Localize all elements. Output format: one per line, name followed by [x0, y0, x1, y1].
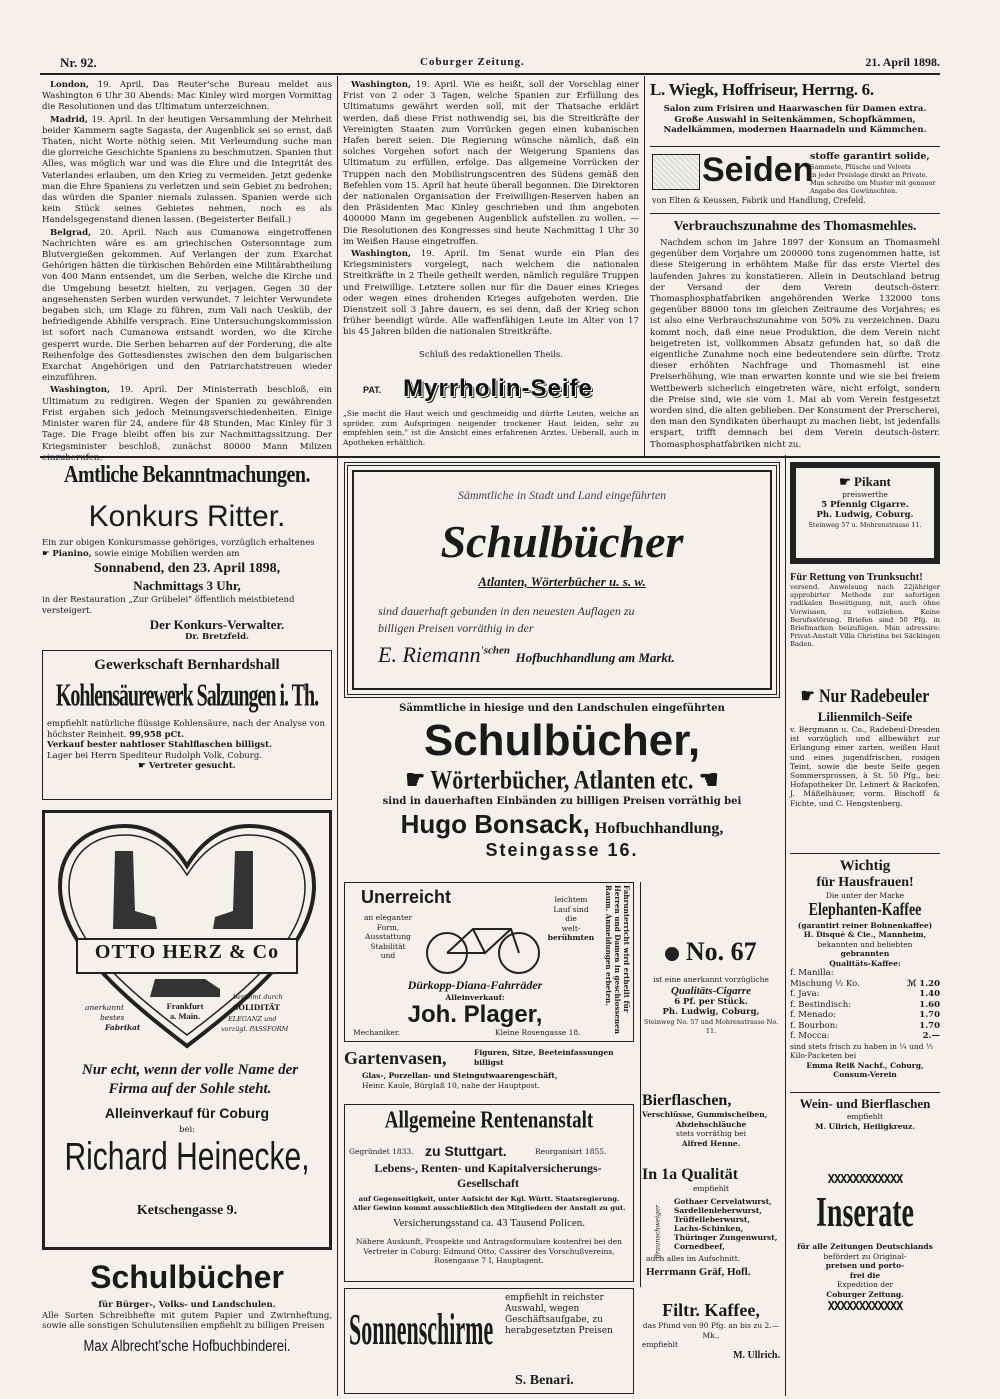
gartenvasen-ad: [344, 1048, 634, 1098]
price-row: f. Manilla:: [790, 968, 834, 978]
riemann-ad: [344, 462, 780, 698]
trunksucht-ad: [790, 572, 940, 682]
unerreicht-foot-left: Mechaniker.: [353, 1028, 400, 1037]
albrecht-line1: für Bürger-, Volks- und Landschulen.: [98, 1300, 276, 1310]
unerreicht-title: Unerreicht: [361, 887, 452, 907]
price-row: f. Bourbon: 1.70: [790, 1020, 940, 1031]
news-column-1: London, 19. April. Das Reuter'sche Bureau meldet aus Washington 6 Uhr 30 Abends: Mac Kinley wird morgen Vormittag die Resolutionen und das Ultimatum unterzeichnen. Madrid, 19. April. In der heutigen Versammlung der Mehrheit beider Kammern sagte Sagasta, der Augenblick sei so ernst, daß Thaten, nicht Worte nöthig seien. Mit Verleumdung suche man die glorreiche Geschichte Spaniens zu beschmutzen. Spanien thut Alles, was möglich war und was die Ehre und die Integrität des Vaterlandes erlauben, um den Krieg zu vermeiden. Jetzt gedenke man die Ehre Spaniens zu verletzen und sein Gebiet zu bedrohen; das würden die Spanier niemals zulassen. Spanien werde sich kein Stück seines Gebietes nehmen, noch es als Handelsgegenstand dienen lassen. (Begeisterter Beifall.) Belgrad, 20. April. Nach aus Cumanowa eingetroffenen Nachrichten wäre es am griechischen Ostersonntage zum Blutvergießen gekommen. Auf Verlangen der zum Exarchat Gehörigen hätten die türkischen Behörden eine Militärabtheilung von 400 Mann entsendet, um die Serben, welche die Kirche und die Umgebung besetzt hielten, zu verjagen. Gegen 30 der angesehensten Serben wurden verwundet. 7 leichter Verwundete begaben sich, um Klage zu führen, zum Vali nach Uesküb, der befriedigende Abhilfe versprach. Eine Untersuchungskommission ist sofort nach Cumanowa entsandt worden, wo die Kirche gesperrt wurde. Die Serben beharren auf der Forderung, die alte Reihenfolge des Gottesdienstes zwischen den dem bulgarischen Exarchat Angehörigen und den Patriarchatstreuen wieder einzuführen. Washington, 19. April. Der Ministerrath beschloß, ein Ultimatum zu redigiren. Wegen der Spanien zu gewährenden Frist ergaben sich jedoch Meinungsverschiedenheiten. Einige Minister waren für 24, andere für 48 Stunden, Mac Kinley für 3 Tage. Die Frage bleibt offen bis zur Nachmittagssitzung. Der Kriegsminister beschloß, zunächst 80000 Mann Milizen: [42, 80, 332, 452]
radebeuler-t2: Lilienmilch-Seife: [817, 709, 913, 724]
bonsack-street: Steingasse 16.: [485, 840, 639, 860]
konkurs-line2: ☛ Pianino, sowie einige Mobilien werden am: [42, 549, 240, 559]
trunksucht-text: versend. Anweisung nach 22jähriger approbirter Methode zur sofortigen radikalen Beseitigung, mit, auch ohne Vorwissen, zu vollziehen. Keine Berufsstörung. Briefen sind 50 Pfg. in Briefmarken beizufügen. Man adressire: Privat-Anstalt Villa Christina bei Säckingen Baden.: [790, 583, 940, 649]
bonsack-ad: [344, 704, 780, 874]
seiden-right4: Man schreibe um Muster mit genauer Angabe des Gewünschten.: [810, 179, 936, 195]
amtliche-section: [42, 462, 332, 642]
pointing-hand-icon: ☛: [839, 474, 851, 489]
konkurs-signature-name: Dr. Bretzfeld.: [184, 632, 249, 642]
albrecht-line2: Alle Sorten Schreibhefte mit gutem Papier und Zwirnheftung, sowie alle sonstigen Schulutensilien empfiehlt zu billigen Preisen: [42, 1310, 332, 1331]
price-row: f. Menado: 1.70: [790, 1010, 940, 1020]
elephanten-line6: Qualitäts-Kaffee:: [829, 958, 901, 968]
thomas-title: Verbrauchszunahme des Thomasmehles.: [673, 219, 917, 234]
gartenvasen-t2: Figuren, Sitze, Beeteinfassungen billigst: [474, 1048, 614, 1067]
qualitaet-name: Herrmann Gräf, Hofl.: [646, 1266, 751, 1278]
divider: [650, 146, 940, 147]
renten-line1b: zu Stuttgart.: [425, 1143, 507, 1159]
price-row: f. Java: 1.40: [790, 989, 940, 999]
divider: [790, 1092, 940, 1093]
renten-line5: Nähere Auskunft, Prospekte und Antragsformulare kostenfrei bei den Vertreter in Coburg: Edmund Otto, Cassirer des Vorschußvereins, Rosengasse 7 I, Hauptagent.: [356, 1237, 622, 1265]
konkurs-date: Sonnabend, den 23. April 1898,: [93, 561, 281, 576]
konkurs-signature: Der Konkurs-Verwalter.: [149, 617, 285, 632]
herz-brand: OTTO HERZ & Co: [94, 941, 280, 963]
inserate-line4: frei die: [849, 1270, 881, 1280]
bonsack-headline: Schulbücher,: [423, 715, 701, 765]
herz-line2: Alleinverkauf für Coburg: [104, 1105, 270, 1121]
wiegk-title: L. Wiegk, Hoffriseur, Herrng. 6.: [650, 80, 874, 99]
ad-section-rule: [40, 456, 940, 458]
cigarre67-line3: 6 Pf. per Stück.: [674, 996, 748, 1007]
inserate-line5: Expedition der: [836, 1280, 894, 1289]
black-dot-icon: [665, 947, 679, 961]
qualitaet-title: In 1a Qualität: [642, 1166, 739, 1183]
seiden-right1: stoffe garantirt solide,: [810, 151, 930, 162]
divider: [650, 213, 940, 214]
konkurs-line1: Ein zur obigen Konkursmasse gehöriges, vorzüglich erhaltenes: [42, 538, 315, 548]
herz-left1: anerkannt: [85, 1003, 125, 1012]
seiden-right2: Sammete, Plüsche und Velvets: [810, 163, 911, 171]
inserate-line1: für alle Zeitungen Deutschlands: [797, 1242, 933, 1251]
bonsack-line1: sind in dauerhaften Einbänden zu billigen Preisen vorräthig bei: [382, 795, 742, 807]
cigarre67-line1: ist eine anerkannt vorzügliche: [653, 975, 769, 984]
cigarre67-line4: Ph. Ludwig, Coburg,: [662, 1007, 760, 1017]
riemann-headline: Schulbücher: [440, 516, 684, 567]
elephanten-line4: bekannten und beliebten: [817, 939, 913, 949]
elephanten-line7: sind stets frisch zu haben in ¼ und ½ Kilo-Packeten bei: [790, 1041, 934, 1060]
wein-line1: empfiehlt: [846, 1112, 884, 1121]
qualitaet-ad: [642, 1166, 780, 1296]
cigarre67-number: No. 67: [642, 935, 780, 969]
unerreicht-foot-right: Kleine Rosengasse 18.: [495, 1028, 581, 1037]
issue-number: Nr. 92.: [60, 55, 97, 70]
herz-street: Ketschengasse 9.: [136, 1203, 238, 1218]
otto-herz-ad: [42, 810, 332, 1250]
qualitaet-line0: empfiehlt: [692, 1184, 730, 1193]
bonsack-top: Sämmtliche in hiesige und den Landschulen eingeführten: [399, 703, 725, 714]
radebeuler-title: ☛ Nur Radebeuler: [800, 686, 930, 707]
herz-right4: vorzügl. PASSFORM: [221, 1025, 289, 1033]
unerreicht-left: an eleganter Form, Ausstattung Stabilität und: [363, 913, 413, 960]
gartenvasen-title: Gartenvasen,: [344, 1048, 447, 1068]
bernhardshall-headline: Kohlensäurewerk Salzungen i. Th.: [55, 678, 319, 714]
price-row: f. Mocca: 2.—: [790, 1031, 940, 1041]
wein-name: M. Ullrich, Heiligkreuz.: [815, 1121, 915, 1131]
herz-right1: berühmt durch: [233, 993, 283, 1001]
wein-title: Wein- und Bierflaschen: [799, 1096, 931, 1111]
kaffee-ad: [642, 1300, 780, 1394]
elephanten-t1: Wichtig: [839, 858, 891, 874]
renten-line1a: Gegründet 1833.: [349, 1147, 414, 1156]
unerreicht-side: Fahrunterricht wird ertheilt für Herren und Damen in geschlossenen Raum. Anmeldungen erbeten.: [604, 885, 631, 1034]
renten-ad: [344, 1104, 634, 1282]
bicycle-icon: [423, 915, 543, 975]
divider: [790, 853, 940, 854]
pointing-hand-icon: ☛: [405, 763, 426, 794]
divider: [640, 882, 641, 1287]
bernhardshall-line1: empfiehlt natürliche flüssige Kohlensäure, nach der Analyse von höchster Reinheit. 99,958 pCt.: [47, 719, 325, 740]
cigarre67-ad: [642, 935, 780, 1075]
radebeuler-text: v. Bergmann u. Co., Radebeul-Dresden ist vorzüglich und allbewährt zur Erlangung einer zarten, weißen Haut und eines jugendfrischen, rosigen Teint, sowie die beste Seife gegen Sommersprossen, à St. 50 Pfg., bei: Hofapotheker Dr. Lehnert & Backofen, J. Mäßelhäuser, vorm. Bischoff & Fichte, und C. Hengstenberg.: [790, 725, 940, 808]
konkurs-headline: Konkurs Ritter.: [88, 500, 286, 533]
price-row: Mischung ½ Ko. ℳ 1.20: [790, 978, 940, 989]
renten-line2: Lebens-, Renten- und Kapitalversicherungs-Gesellschaft: [374, 1161, 602, 1190]
pikant-line4: Steinweg 57 u. Mohrenstrasse 11.: [808, 520, 922, 529]
bonsack-name-row: [344, 809, 780, 840]
herz-city2: a. Main.: [170, 1011, 200, 1021]
bonsack-name: Hugo Bonsack,: [400, 809, 590, 839]
issue-date: 21. April 1898.: [865, 55, 940, 69]
shoe-icon: [150, 979, 220, 997]
bernhardshall-title: Gewerkschaft Bernhardshall: [94, 657, 280, 673]
bernhardshall-line3: Lager bei Herrn Spediteur Rudolph Volk, Coburg.: [47, 750, 262, 761]
renten-title: Allgemeine Rentenanstalt: [384, 1106, 594, 1134]
riemann-sub: Atlanten, Wörterbücher u. s. w.: [478, 574, 646, 589]
cigarre67-line5: Steinweg No. 57 und Mohrenstrasse No. 11.: [643, 1017, 779, 1035]
wiegk-line2: Große Auswahl in Seitenkämmen, Schopfkämmen, Nadelkämmen, modernen Haarnadeln und Kämmchen.: [663, 114, 927, 135]
price-row: f. Bestindisch: 1.60: [790, 999, 940, 1010]
column-rule: [337, 76, 338, 1396]
pointing-hand-icon: ☛: [800, 686, 815, 707]
kaffee-line2: empfiehlt: [642, 1340, 679, 1349]
pikant-title: ☛ Pikant: [839, 474, 891, 489]
sonnen-title: Sonnenschirme: [349, 1304, 494, 1354]
herz-dealer-name: Richard Heinecke,: [64, 1135, 310, 1179]
riemann-line2: billigen Preisen vorräthig in der: [378, 621, 534, 635]
column-rule: [644, 76, 645, 456]
trunksucht-title: Für Rettung von Trunksucht!: [790, 572, 923, 583]
unerreicht-ad: [344, 882, 634, 1042]
herz-left3: Fabrikat: [105, 1023, 141, 1032]
unerreicht-sub: Alleinverkauf:: [445, 993, 505, 1002]
boot-left-icon: [113, 851, 157, 929]
qualitaet-items: Gothaer Cervelatwurst, Sardellenleberwurst, Trüffelleberwurst, Lachs-Schinken, Thüringer Zungenwurst, Cornedbeef,: [674, 1197, 778, 1251]
renten-line1c: Reorganisirt 1855.: [535, 1147, 607, 1156]
bier-line1: Verschlüsse, Gummischeiben,: [642, 1110, 768, 1119]
elephanten-line9: Consum-Verein: [833, 1070, 897, 1079]
albrecht-ad: [42, 1258, 332, 1396]
elephanten-line3: H. Disqué & Cie., Mannheim,: [803, 930, 927, 939]
albrecht-headline: Schulbücher: [90, 1259, 284, 1295]
bonsack-name2: Hofbuchhandlung,: [594, 820, 724, 837]
inserate-deco-top: XXXXXXXXXXXX: [827, 1172, 903, 1186]
bernhardshall-line4: ☛ Vertreter gesucht.: [138, 761, 236, 771]
elephanten-brand: Elephanten-Kaffee: [808, 900, 922, 920]
inserate-title: Inserate: [816, 1190, 914, 1237]
pointing-hand-icon: ☛: [42, 549, 50, 559]
inserate-ad: [790, 1172, 940, 1396]
seiden-bottom: von Elten & Keussen, Fabrik und Handlung, Crefeld.: [652, 196, 866, 205]
editorial-end-note: Schluß des redaktionellen Theils.: [419, 350, 563, 360]
pointing-hand-icon: ☚: [698, 763, 719, 794]
bernhardshall-ad: [42, 650, 332, 800]
paper-title: Coburger Zeitung.: [420, 56, 525, 68]
pikant-line1: preiswerthe: [842, 490, 888, 499]
gartenvasen-line2: Heinr. Kaule, Bürglaß 10, nahe der Hauptpost.: [362, 1081, 540, 1090]
elephanten-ad: [790, 858, 940, 1090]
radebeuler-ad: [790, 686, 940, 851]
herz-left2: bestes: [100, 1013, 125, 1022]
page-header: [60, 55, 940, 71]
herz-right2: SOLIDITÄT: [233, 1003, 280, 1012]
elephanten-line5: gebrannten: [840, 949, 890, 958]
riemann-name: E. Riemann$^{'schen}$ Hofbuchhandlung am Markt.: [378, 642, 675, 667]
seiden-right3: in jeder Preislage direkt an Private.: [810, 171, 928, 179]
inserate-deco-bottom: XXXXXXXXXXXX: [827, 1299, 903, 1313]
myrrholin-text: „Sie macht die Haut weich und geschmeidig und dürfte Leuten, welche an spröder, zum Aufspringen neigender trockener Haut leiden, sehr zu empfehlen sein," ist die Ansicht eines erfahrenen Arztes. Ueberall, auch in Apotheken erhältlich.: [343, 409, 639, 447]
herz-city1: Frankfurt: [166, 1001, 204, 1011]
kaffee-title: Filtr. Kaffee,: [662, 1300, 760, 1320]
inserate-line6: Coburger Zeitung.: [826, 1289, 904, 1299]
bier-title: Bierflaschen,: [642, 1092, 732, 1109]
silk-house-icon: [652, 154, 700, 190]
sonnen-ad: [344, 1288, 634, 1394]
thomas-text: Nachdem schon im Jahre 1897 der Konsum an Thomasmehl gegenüber dem Vorjahre um 200000 tons zugenommen hatte, ist diese Steigerung in erhöhtem Maße für das erste Viertel des laufenden Jahres zu konstatieren. Allein in Deutschland betrug der Versand der dem Verein deutsch-österr. Thomasphosphatfabriken angehörenden Werke 132000 tons gegenüber 88000 tons im gleichen Zeitraume des Vorjahres; es ist also eine Verbrauchszunahme von 50% zu verzeichnen. Dazu kommt noch, daß eine neue Produktion, die dem Verein nicht beigetreten ist, vollkommen Absatz gefunden hat, so daß die eigentliche Zunahme noch eine bedeutendere sein dürfte. Trotz dieser erhöhten Nachfrage und Thomasmehl ist eine Preiserhöhung, wie man erwarten konnte und wie sie bei freiem Wettbewerb sicherlich eingetreten wäre, nicht erfolgt, sondern die Preise sind, wie sie vom 1. Mai ab vom Verein festgesetzt worden sind, die alten geblieben. Der Konsument der Prerscherei, den man den Syndikaten überhaupt zu machen liebt, ist jedenfalls erspart, trifft demnach bei dem Verein deutsch-österr. Thomasphosphatfabriken nicht zu.: [650, 238, 940, 450]
gartenvasen-line1: Glas-, Porzellan- und Steingutwaarengeschäft,: [362, 1071, 558, 1080]
unerreicht-name: Joh. Plager,: [407, 1001, 543, 1028]
albrecht-signature: Max Albrecht'sche Hofbuchbinderei.: [83, 1336, 291, 1354]
qualitaet-side: Braunschweiger: [653, 1204, 662, 1259]
thomas-article: [650, 218, 940, 450]
riemann-top: Sämmtliche in Stadt und Land eingeführten: [457, 488, 667, 502]
amtliche-title: Amtliche Bekanntmachungen.: [64, 461, 310, 489]
boot-right-icon: [213, 851, 253, 929]
seiden-ad: [650, 150, 940, 210]
bier-name: Alfred Henne.: [681, 1138, 741, 1148]
news-column-2: Washington, 19. April. Wie es heißt, soll der Vorschlag einer Frist von 2 oder 3 Tagen, welche Spanien zur Erfüllung des Ultimatums gewährt werden soll, mit der Thatsache erklärt werden, daß diese Frist nothwendig sei, bis die Streitkräfte der Vereinigten Staaten zum Vorrücken gegen einen kubanischen Hafen bereit seien. Die Regierung wünsche nämlich, daß ein solches Vorgehen sofort nach der Weigerung Spaniens das Ultimatum zu erfüllen, erfolge. Das allgemeine Vorrücken der Truppen nach den Mobilisirungscentren des Südens gemäß den Befehlen vom 15. April hat heute überall begonnen. Die Direktoren der nationalen Organisation der Freiwilligen-Reserven haben an den Präsidenten Mac Kinley geschrieben und ihm angeboten 400000 Mann im gegebenen Augenblick aufstellen zu wollen. — Die Resolutionen des Kongresses sind heute Nachmittag 1 Uhr 30 im Weißen Hause eingetroffen. Washington, 19. April. Im Senat wurde ein Plan des Kriegsministers vorgelegt, nach welchem die nationalen Streitkräfte in 2 Theile getheilt werden, nämlich reguläre Truppen und Freiwillige. Letztere sollen nur für die Dauer eines Krieges oder wegen eines drohenden Krieges aufgeboten werden. Die Dienstzeit soll 3 Jahre dauern, es sei denn, daß der Krieg schon früher beendigt würde. Alle waffenfähigen Leute im Alter von 17 bis 45 Jahren bilden die nationalen Streitkräfte.: [343, 80, 639, 338]
sonnen-name: S. Benari.: [515, 1373, 574, 1388]
header-rule: [40, 73, 940, 75]
renten-line4: Versicherungsstand ca. 43 Tausend Policen.: [392, 1217, 586, 1229]
kaffee-line1: das Pfund von 90 Pfg. an bis zu 2.— Mk.,: [642, 1321, 780, 1340]
myrrholin-title: Myrrholin-Seife: [403, 375, 593, 402]
unerreicht-right: leichtem Lauf sind die welt- berühmten: [547, 895, 595, 942]
pikant-ad: [790, 462, 940, 564]
konkurs-time: Nachmittags 3 Uhr,: [133, 578, 241, 593]
konkurs-line3: in der Restauration „Zur Grübelei" öffentlich meistbietend versteigert.: [42, 595, 295, 616]
bernhardshall-line2: Verkauf bester nahtloser Stahlflaschen billigst.: [47, 740, 272, 750]
elephanten-line2: (garantirt reiner Bohnenkaffee): [797, 920, 933, 930]
elephanten-price-list: [790, 968, 940, 1042]
bonsack-sub: ☛ Wörterbücher, Atlanten etc. ☚: [405, 763, 719, 794]
pointing-hand-icon: ☛: [138, 761, 146, 771]
cigarre67-line2: Qualitäts-Cigarre: [670, 984, 752, 997]
renten-line3: auf Gegenseitigkeit, unter Aufsicht der Kgl. Württ. Staatsregierung. Aller Gewinn kommt ausschließlich den Mitgliedern der Anstalt zu gut.: [352, 1195, 626, 1212]
bier-line3: stets vorräthig bei: [675, 1129, 746, 1138]
wiegk-ad: [650, 80, 940, 145]
herz-line3: bei:: [178, 1125, 196, 1135]
herz-line1: Nur echt, wenn der volle Name der Firma auf der Sohle steht.: [81, 1062, 299, 1097]
wein-ad: [790, 1096, 940, 1184]
elephanten-t2: für Hausfrauen!: [816, 875, 914, 890]
bier-ad: [642, 1092, 780, 1160]
kaffee-name: M. Ullrich.: [733, 1349, 780, 1361]
pikant-line2: 5 Pfennig Cigarre.: [821, 499, 909, 510]
inserate-line2: befördert zu Original-: [823, 1251, 907, 1261]
elephanten-line1: Die unter der Marke: [825, 891, 905, 900]
inserate-line3: preisen und porto-: [825, 1261, 905, 1270]
elephanten-line8: Emma Reiß Nachf., Coburg,: [806, 1060, 924, 1070]
bier-line2: Abziehschläuche: [675, 1119, 747, 1129]
sonnen-line1: empfiehlt in reichster Auswahl, wegen Geschäftsaufgabe, zu herabgesetzten Preisen: [505, 1293, 613, 1336]
qualitaet-line-end: auch alles im Aufschnitt.: [646, 1254, 741, 1263]
unerreicht-brand: Dürkopp-Diana-Fahrräder: [407, 978, 543, 992]
pikant-line3: Ph. Ludwig, Coburg.: [816, 510, 914, 520]
wiegk-line1: Salon zum Frisiren und Haarwaschen für Damen extra.: [663, 104, 927, 114]
patent-badge: PAT.: [363, 385, 382, 395]
myrrholin-ad: [343, 365, 639, 453]
herz-right3: ELEGANZ und: [228, 1015, 277, 1023]
seiden-word: Seiden: [702, 151, 814, 189]
column-rule: [785, 455, 786, 1396]
riemann-line1: sind dauerhaft gebunden in den neuesten Auflagen zu: [378, 604, 635, 618]
